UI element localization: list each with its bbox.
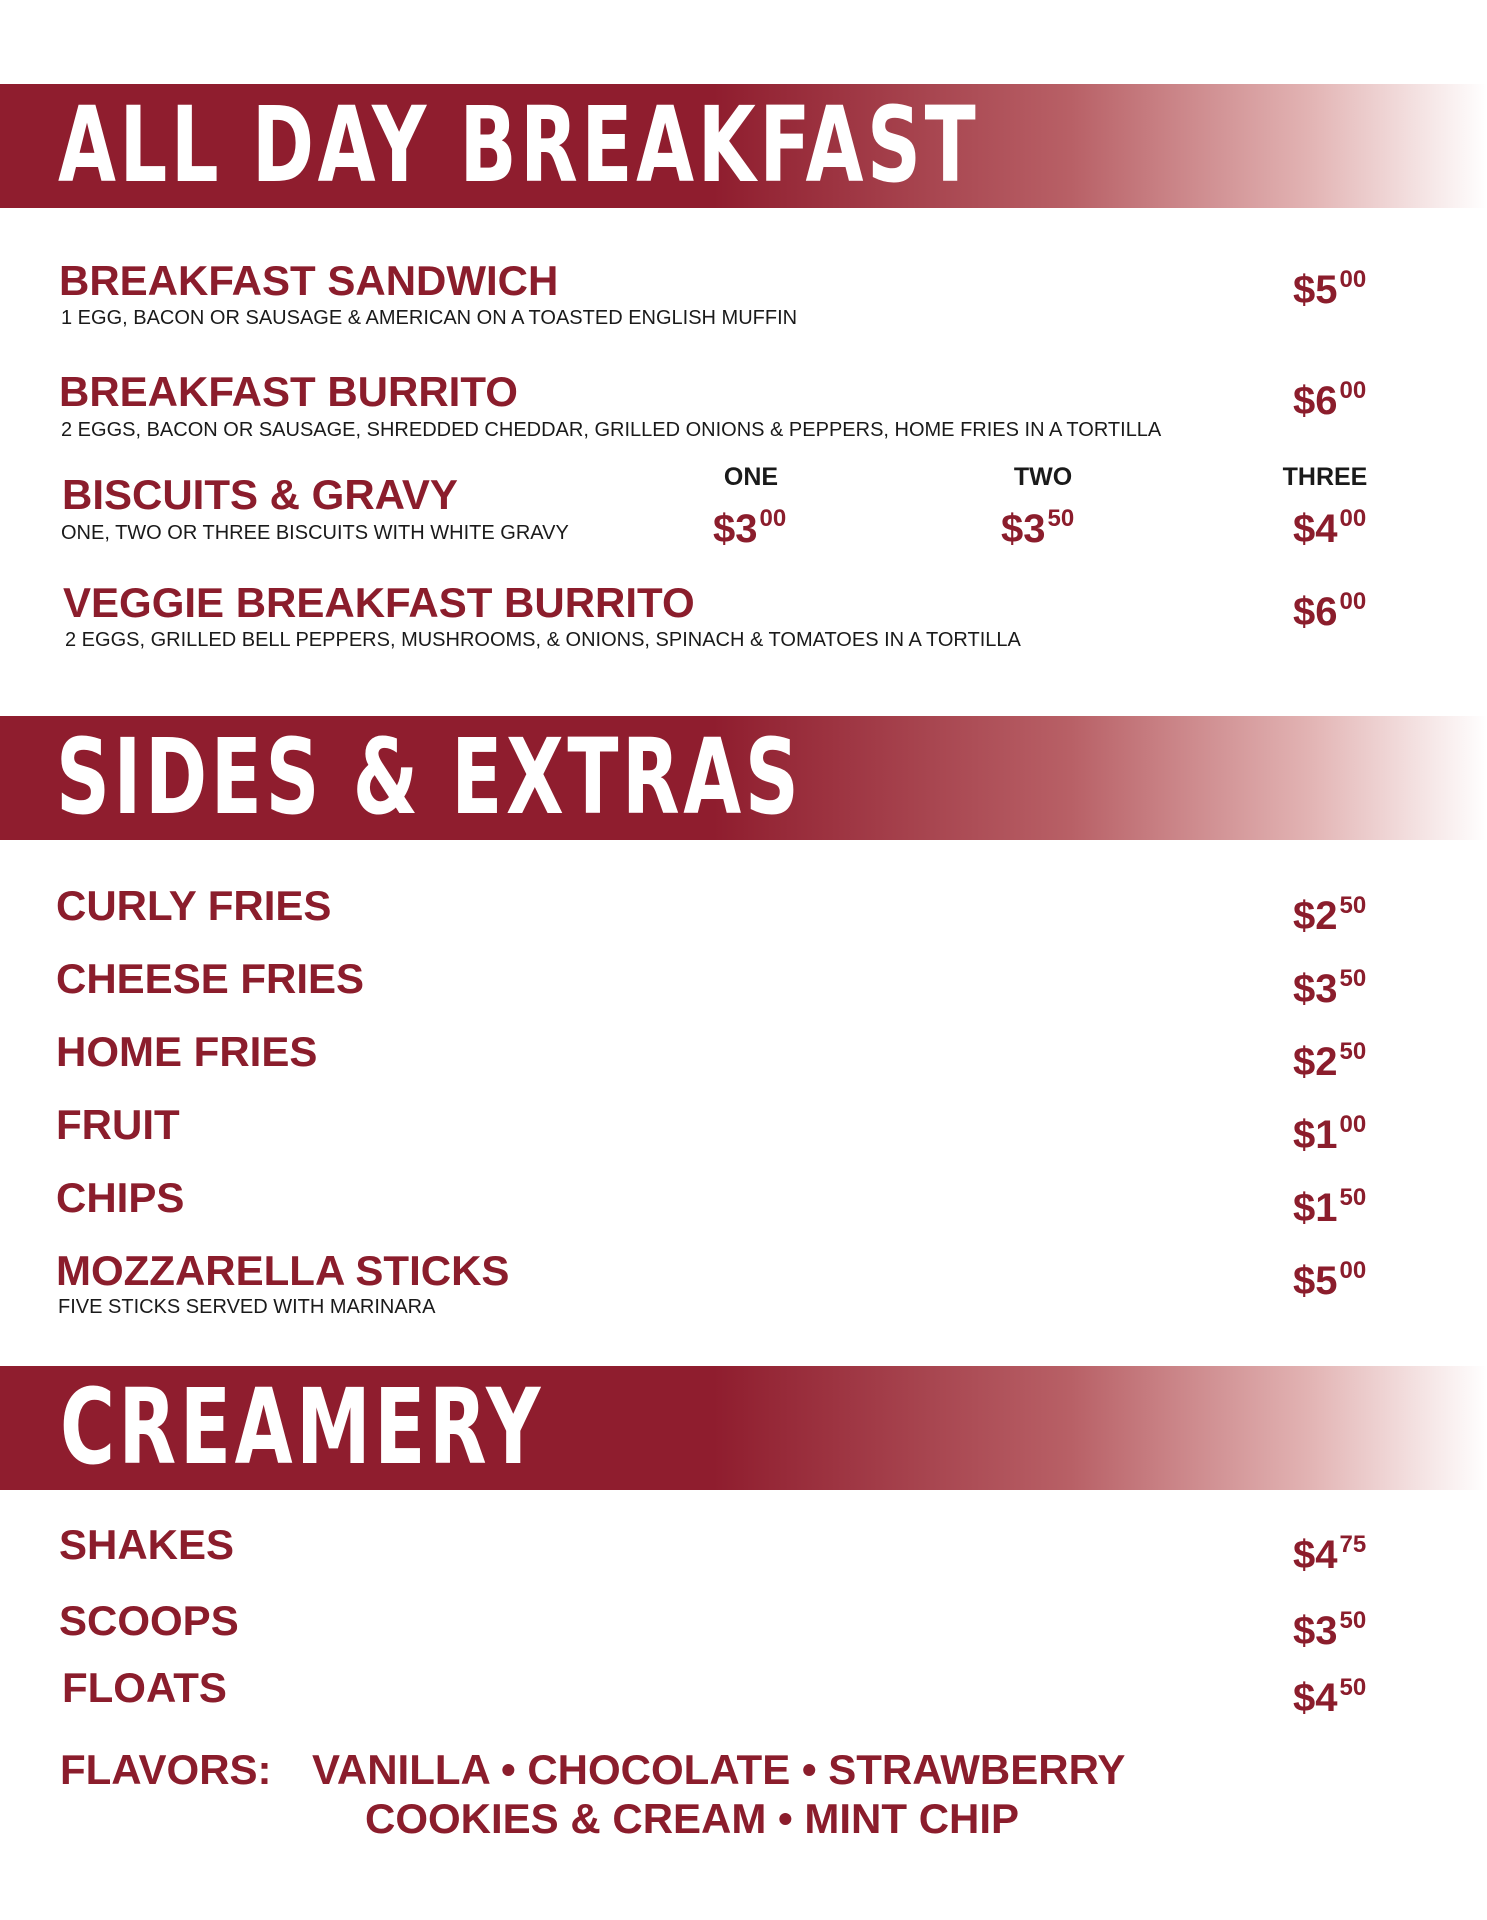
menu-item-name: MOZZARELLA STICKS	[56, 1247, 510, 1294]
menu-item-desc: 2 EGGS, GRILLED BELL PEPPERS, MUSHROOMS, & ONIONS, SPINACH & TOMATOES IN A TORTILLA	[65, 629, 1021, 651]
menu-item-price	[1293, 1666, 1366, 1720]
creamery-title: CREAMERY	[60, 1366, 544, 1488]
price-cents: 00	[759, 505, 787, 532]
flavors-label: FLAVORS:	[60, 1746, 272, 1793]
price-cents: 50	[1339, 892, 1367, 919]
price-dollars: $6	[1293, 590, 1338, 634]
menu-item-desc: 2 EGGS, BACON OR SAUSAGE, SHREDDED CHEDDAR, GRILLED ONIONS & PEPPERS, HOME FRIES IN A TORTILLA	[61, 419, 1162, 441]
menu-item-price	[1293, 1176, 1366, 1230]
price-cents: 00	[1339, 1257, 1367, 1284]
size-label-one: ONE	[723, 463, 779, 491]
price-cents: 50	[1339, 965, 1367, 992]
price-cents: 50	[1339, 1184, 1367, 1211]
breakfast-banner	[0, 84, 1487, 208]
price-cents: 00	[1339, 377, 1367, 404]
menu-item-price	[1293, 1599, 1366, 1653]
menu-item-name: SCOOPS	[59, 1597, 239, 1644]
price-dollars: $4	[1293, 1676, 1338, 1720]
menu-item-desc: FIVE STICKS SERVED WITH MARINARA	[58, 1296, 436, 1318]
menu-item-name: HOME FRIES	[56, 1028, 318, 1075]
menu-item-name: CHIPS	[56, 1174, 185, 1221]
breakfast-title: ALL DAY BREAKFAST	[58, 84, 980, 206]
menu-item-desc: 1 EGG, BACON OR SAUSAGE & AMERICAN ON A TOASTED ENGLISH MUFFIN	[61, 307, 798, 329]
menu-item-price	[1293, 1030, 1366, 1084]
price-dollars: $3	[1293, 967, 1338, 1011]
menu-item-name: BREAKFAST BURRITO	[59, 368, 518, 415]
menu-item-price	[1293, 1249, 1366, 1303]
price-dollars: $6	[1293, 379, 1338, 423]
price-dollars: $4	[1293, 1533, 1338, 1577]
menu-item-price	[1293, 957, 1366, 1011]
size-price-two	[1001, 497, 1074, 551]
menu-item-name: BISCUITS & GRAVY	[62, 471, 458, 518]
menu-item-name: CHEESE FRIES	[56, 955, 365, 1002]
price-cents: 00	[1339, 505, 1367, 532]
size-label-two: TWO	[1013, 463, 1073, 491]
menu-item-price	[1293, 1103, 1366, 1157]
menu-item-name: CURLY FRIES	[56, 882, 332, 929]
price-cents: 75	[1339, 1531, 1367, 1558]
price-dollars: $1	[1293, 1186, 1338, 1230]
menu-item-name: VEGGIE BREAKFAST BURRITO	[63, 579, 695, 626]
price-dollars: $3	[713, 507, 758, 551]
price-dollars: $3	[1293, 1609, 1338, 1653]
flavors-line-1: VANILLA • CHOCOLATE • STRAWBERRY	[312, 1746, 1126, 1793]
price-dollars: $5	[1293, 1259, 1338, 1303]
size-price-three	[1293, 497, 1366, 551]
menu-item-name: SHAKES	[59, 1521, 235, 1568]
menu-item-desc: ONE, TWO OR THREE BISCUITS WITH WHITE GRAVY	[61, 522, 569, 544]
price-cents: 00	[1339, 1111, 1367, 1138]
price-cents: 50	[1047, 505, 1075, 532]
creamery-banner	[0, 1366, 1487, 1490]
price-dollars: $4	[1293, 507, 1338, 551]
price-dollars: $2	[1293, 894, 1338, 938]
price-cents: 50	[1339, 1607, 1367, 1634]
price-cents: 50	[1339, 1674, 1367, 1701]
menu-item-name: FRUIT	[56, 1101, 180, 1148]
flavors-line-2: COOKIES & CREAM • MINT CHIP	[365, 1795, 1020, 1842]
price-dollars: $1	[1293, 1113, 1338, 1157]
menu-item-price	[1293, 369, 1366, 423]
price-cents: 00	[1339, 588, 1367, 615]
menu-item-name: BREAKFAST SANDWICH	[59, 257, 559, 304]
size-label-three: THREE	[1282, 463, 1368, 491]
menu-item-price	[1293, 1523, 1366, 1577]
price-dollars: $3	[1001, 507, 1046, 551]
sides-title: SIDES & EXTRAS	[56, 716, 803, 838]
menu-item-price	[1293, 884, 1366, 938]
size-price-one	[713, 497, 786, 551]
menu-item-name: FLOATS	[62, 1664, 227, 1711]
price-cents: 50	[1339, 1038, 1367, 1065]
menu-item-price	[1293, 258, 1366, 312]
menu-item-price	[1293, 580, 1366, 634]
sides-banner	[0, 716, 1487, 840]
price-dollars: $2	[1293, 1040, 1338, 1084]
price-dollars: $5	[1293, 268, 1338, 312]
price-cents: 00	[1339, 266, 1367, 293]
